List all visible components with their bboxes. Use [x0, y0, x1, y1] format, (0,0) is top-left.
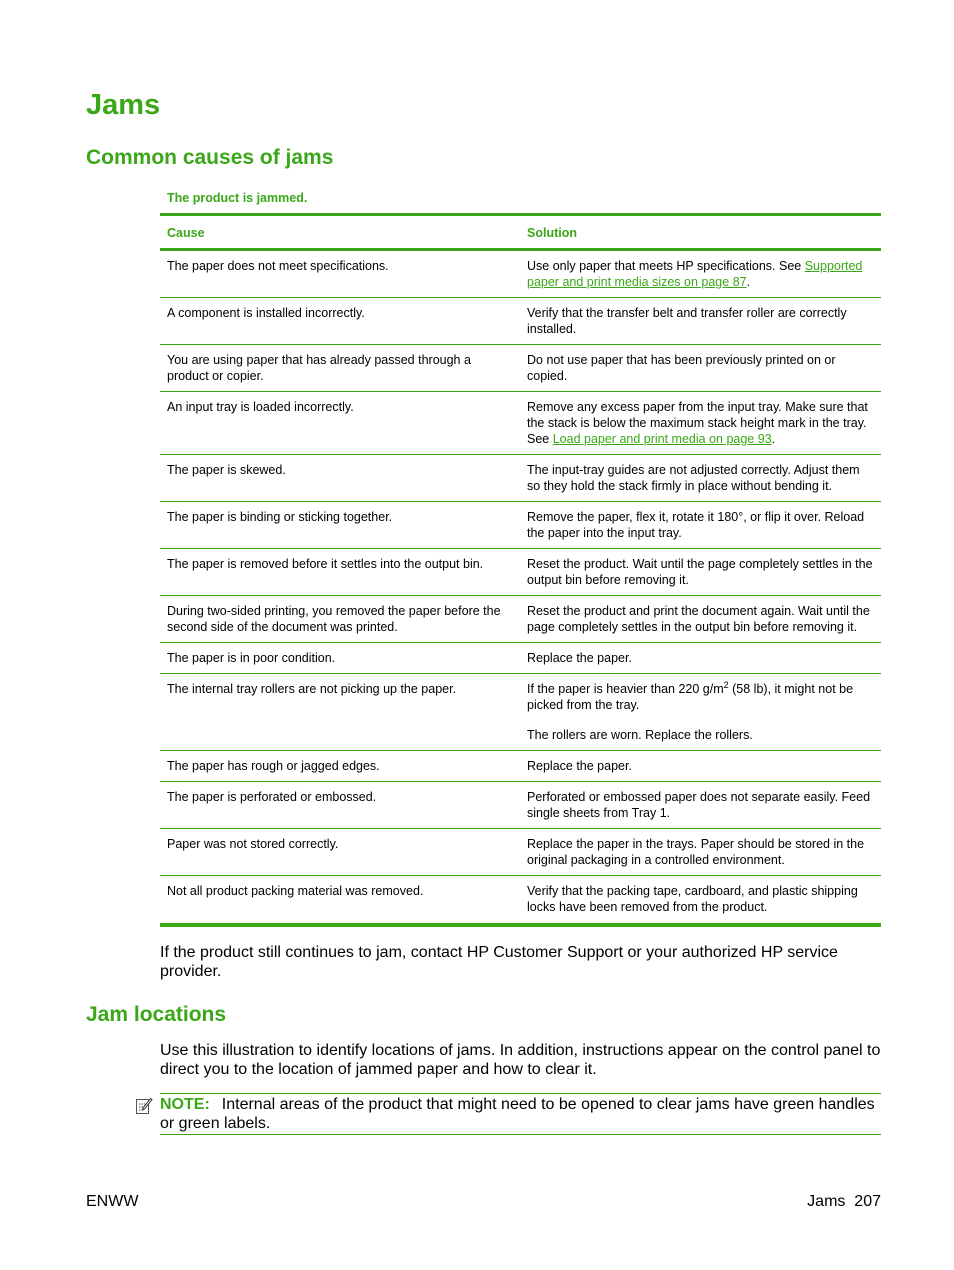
solution-cell: Replace the paper.: [520, 751, 881, 782]
solution-cell: Replace the paper.: [520, 643, 881, 674]
solution-text-end: .: [746, 275, 751, 289]
table-row: [160, 674, 881, 751]
solution-text: Use only paper that meets HP specifications. See: [527, 259, 805, 273]
cause-cell: The paper is binding or sticking together.: [160, 502, 520, 549]
solution-cell: [520, 392, 881, 455]
support-paragraph: If the product still continues to jam, contact HP Customer Support or your authorized HP service provider.: [160, 944, 838, 980]
note-pencil-icon: [135, 1097, 153, 1115]
table-row: [160, 298, 881, 345]
note-text: Internal areas of the product that might need to be opened to clear jams have green handles or green labels.: [160, 1096, 875, 1132]
table-row: [160, 250, 881, 298]
cause-cell: The paper is perforated or embossed.: [160, 782, 520, 829]
table-row: [160, 549, 881, 596]
solution-cell: Verify that the packing tape, cardboard, and plastic shipping locks have been removed from the product.: [527, 884, 858, 914]
solution-cell: Do not use paper that has been previously printed on or copied.: [520, 345, 881, 392]
table-row: [160, 502, 881, 549]
load-paper-link[interactable]: Load paper and print media on page 93: [552, 432, 772, 446]
solution-cell: Perforated or embossed paper does not separate easily. Feed single sheets from Tray 1.: [520, 782, 881, 829]
footer-left: ENWW: [86, 1193, 139, 1210]
intro-paragraph: Use this illustration to identify locations of jams. In addition, instructions appear on the control panel to direct you to the location of jammed paper and how to clear it.: [160, 1042, 881, 1078]
solution-text-second: The rollers are worn. Replace the rollers.: [527, 728, 753, 742]
table-row: [160, 782, 881, 829]
page-number: 207: [854, 1193, 881, 1210]
solution-cell: Reset the product. Wait until the page completely settles in the output bin before removing it.: [520, 549, 881, 596]
cause-cell: An input tray is loaded incorrectly.: [160, 392, 520, 455]
solution-cell: The input-tray guides are not adjusted correctly. Adjust them so they hold the stack firmly in place without bending it.: [520, 455, 881, 502]
section-heading-common-causes: Common causes of jams: [86, 146, 334, 169]
note-box: [160, 1093, 881, 1135]
table-row: [160, 345, 881, 392]
cause-cell: A component is installed incorrectly.: [160, 298, 520, 345]
solution-cell: Replace the paper in the trays. Paper should be stored in the original packaging in a controlled environment.: [520, 829, 881, 876]
solution-cell: Verify that the transfer belt and transfer roller are correctly installed.: [520, 298, 881, 345]
cause-cell: The paper has rough or jagged edges.: [160, 751, 520, 782]
table-row: [160, 392, 881, 455]
table-row: [160, 876, 881, 926]
solution-text: If the paper is heavier than 220 g/m: [527, 682, 724, 696]
solution-cell: Remove the paper, flex it, rotate it 180°, or flip it over. Reload the paper into the input tray.: [520, 502, 881, 549]
cause-cell: Not all product packing material was removed.: [167, 884, 424, 898]
table-row: [160, 751, 881, 782]
cause-cell: The paper is in poor condition.: [160, 643, 520, 674]
footer-section-title: Jams: [807, 1193, 846, 1210]
solution-text-end: .: [771, 432, 776, 446]
note-label: NOTE:: [160, 1096, 210, 1113]
page-title: Jams: [86, 89, 161, 121]
table-header-row: [160, 215, 881, 250]
superscript: 2: [723, 679, 729, 690]
footer-right: [807, 1193, 881, 1211]
table-row: [160, 455, 881, 502]
cause-cell: You are using paper that has already passed through a product or copier.: [160, 345, 520, 392]
solution-cell: Reset the product and print the document again. Wait until the page completely settles in the output bin before removing it.: [520, 596, 881, 643]
cause-cell: The paper does not meet specifications.: [160, 250, 520, 298]
cause-cell: Paper was not stored correctly.: [160, 829, 520, 876]
column-header-cause: Cause: [160, 215, 520, 250]
cause-cell: The internal tray rollers are not picking up the paper.: [160, 674, 520, 751]
column-header-solution: Solution: [520, 215, 881, 250]
table-row: [160, 829, 881, 876]
solution-text: Remove any excess paper from the input tray. Make sure that the stack is below the maximum stack height mark in the tray. See: [527, 400, 868, 446]
section-heading-jam-locations: Jam locations: [86, 1003, 227, 1026]
solution-text-end: (58 lb), it might not be picked from the tray.: [527, 682, 854, 712]
solution-cell: [520, 250, 881, 298]
jam-causes-table: [160, 213, 881, 927]
table-row: [160, 596, 881, 643]
solution-cell: [520, 674, 881, 751]
cause-cell: The paper is removed before it settles into the output bin.: [160, 549, 520, 596]
table-caption: The product is jammed.: [167, 191, 308, 205]
cause-cell: During two-sided printing, you removed the paper before the second side of the document was printed.: [160, 596, 520, 643]
cause-cell: The paper is skewed.: [160, 455, 520, 502]
supported-paper-link[interactable]: Supported paper and print media sizes on page 87: [527, 259, 863, 289]
table-row: [160, 643, 881, 674]
